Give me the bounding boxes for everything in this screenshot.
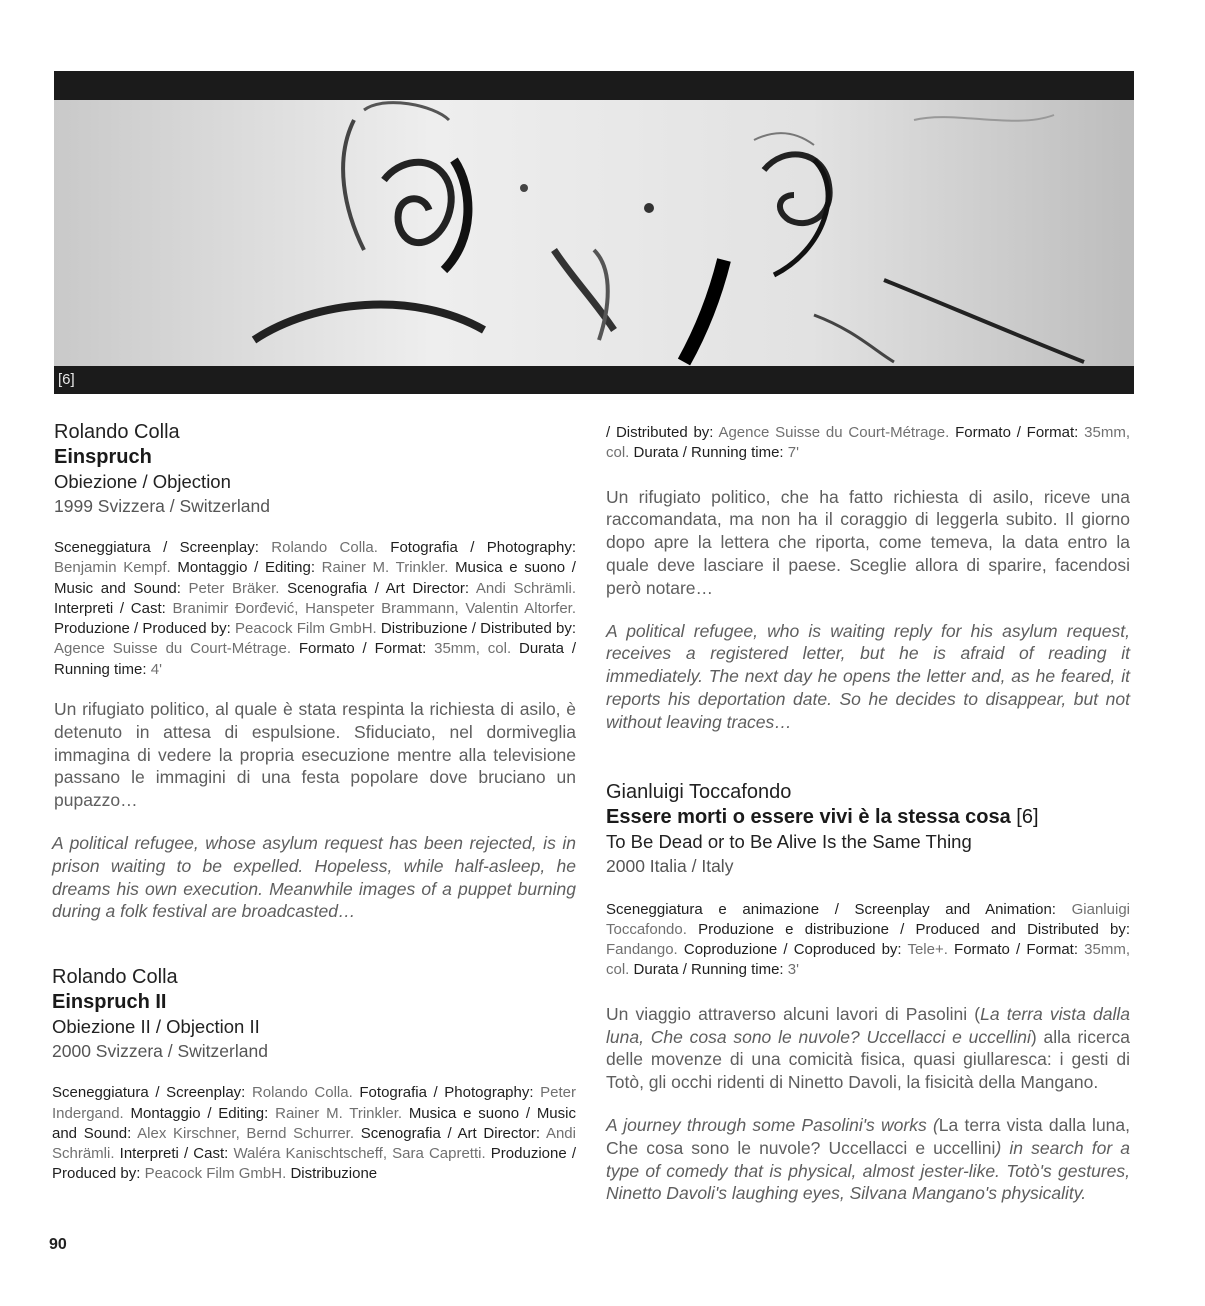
credit-label: Montaggio / Editing: [177,559,315,577]
credits-block [606,900,1130,981]
credit-value: 35mm, col. [434,640,512,658]
year-country: 1999 Svizzera / Switzerland [54,496,270,516]
film-title-original: Einspruch [54,446,152,468]
film-entry-essere-morti [606,780,1130,1206]
director-name: Gianluigi Toccafondo [606,780,792,803]
credit-value: 7' [787,444,799,462]
director-name: Rolando Colla [52,966,178,989]
synopsis-english: A political refugee, who is waiting reply for his asylum request, receives a registered letter, but he is afraid of reading it immediately. The next day he opens the letter and, as he feared, it reports his deportation date. So he decides to disappear, but not without leaving traces… [606,620,1130,732]
credits-block [52,1083,576,1184]
credit-label: Durata / Running time: [633,444,784,462]
credit-value: Peter Indergand. [52,1084,577,1122]
credit-label: Formato / Format: [298,640,427,658]
year-country: 2000 Svizzera / Switzerland [52,1041,268,1062]
left-column [52,420,576,1185]
credit-value: Andi Schrämli. [52,1124,576,1163]
figure-reference: [6] [1016,805,1039,828]
credit-value: Tele+. [907,941,948,959]
film-titles-roman: La terra vista dalla luna, Che cosa sono le nuvole? Uccellacci e uccellini [606,1114,1131,1158]
credit-label: Fotografia / Photography: [390,539,576,556]
credit-label: Formato / Format: [954,941,1079,959]
credit-label: Produzione / Produced by: [54,620,231,638]
credit-value: Rainer M. Trinkler. [275,1104,403,1122]
credit-label: Interpreti / Cast: [54,599,166,617]
credit-value: Rolando Colla. [271,539,378,556]
synopsis-text: Un viaggio attraverso alcuni lavori di Pasolini ( [606,1003,981,1024]
film-title-translated: Obiezione II / Objection II [52,1016,260,1038]
credit-label: Sceneggiatura / Screenplay: [52,1084,246,1102]
credit-label: Fotografia / Photography: [359,1084,534,1102]
credit-value: Branimir Đorđević, Hanspeter Brammann, Valentin Altorfer. [172,599,576,617]
credit-value: Peter Bräker. [188,579,280,597]
credit-label: Musica e suono / Music and Sound: [52,1104,576,1142]
sketch-face-illustration [54,100,1134,366]
credit-value: 3' [787,961,799,979]
synopsis-text: A journey through some Pasolini's works ( [606,1114,939,1135]
film-entry-einspruch-ii [52,965,576,1184]
credit-value: Agence Suisse du Court-Métrage. [54,640,291,658]
synopsis-english [606,1114,1130,1205]
right-column [606,423,1130,1205]
credit-label: Sceneggiatura / Screenplay: [54,539,259,556]
credit-label: Musica e suono / Music and Sound: [54,559,576,597]
film-title-translated: Obiezione / Objection [54,471,231,492]
credit-value: Peacock Film GmbH. [144,1165,287,1183]
film-entry-einspruch-ii-continued [606,423,1130,734]
credit-label: Scenografia / Art Director: [287,579,470,597]
synopsis-italian: Un rifugiato politico, che ha fatto richiesta di asilo, riceve una raccomandata, ma non ha il coraggio di leggerla subito. Il giorno dopo apre la lettera che riporta, come temeva, la data entro la quale deve lasciare il paese. Sceglie allora di sparire, facendosi però notare… [606,486,1130,598]
credit-value: Rolando Colla. [251,1084,353,1102]
film-title-original [606,805,1130,830]
credit-value: Fandango. [606,941,678,959]
credit-value: Waléra Kanischtscheff, Sara Capretti. [233,1145,486,1163]
credit-label: / Distributed by: [606,424,714,441]
credit-value: Alex Kirschner, Bernd Schurrer. [137,1124,355,1142]
credit-value: Rainer M. Trinkler. [321,559,449,577]
film-titles-italic: La terra vista dalla luna, Che cosa sono le nuvole? Uccellacci e uccellini [606,1003,1130,1047]
credit-label: Montaggio / Editing: [130,1104,269,1122]
film-still-image [54,100,1134,366]
synopsis-text: ) alla ricerca delle movenze di una comicità fisica, quasi giullaresca: i gesti di Totò, gli occhi ridenti di Ninetto Davoli, la fisicità della Mangano. [606,1026,1130,1093]
credit-label: Formato / Format: [955,424,1079,441]
director-name: Rolando Colla [54,421,180,443]
synopsis-text: ) in search for a type of comedy that is physical, almost jester-like. Totò's gestures, Ninetto Davoli's laughing eyes, Silvana Mangano's physicality. [606,1137,1130,1204]
credit-label: Distribuzione / Distributed by: [380,620,577,638]
year-country: 2000 Italia / Italy [606,855,734,876]
credit-value: 35mm, col. [606,941,1130,979]
credit-value: Agence Suisse du Court-Métrage. [718,424,950,441]
credit-label: Produzione e distribuzione / Produced and Distributed by: [698,920,1130,938]
credit-label: Interpreti / Cast: [119,1145,229,1163]
credit-label: Durata / Running time: [633,961,784,979]
credit-label: Coproduzione / Coproduced by: [683,941,902,959]
credit-label: Sceneggiatura e animazione / Screenplay and Animation: [606,900,1056,918]
credit-label: Durata / Running time: [54,640,577,678]
credit-value: Peacock Film GmbH. [235,620,377,638]
credit-label: Scenografia / Art Director: [360,1124,541,1142]
credits-block-continued [606,423,1130,464]
figure-label: [6] [58,371,75,388]
film-title-translated: To Be Dead or to Be Alive Is the Same Thing [606,830,972,852]
page-number: 90 [49,1236,67,1253]
film-title-text: Essere morti o essere vivi è la stessa cosa [606,805,1011,828]
credits-block [52,538,576,680]
credit-value: 35mm, col. [606,424,1130,462]
credit-value: Andi Schrämli. [475,579,576,597]
synopsis-italian [606,1003,1130,1094]
credit-value: 4' [150,660,162,678]
credit-label: Distribuzione [290,1165,378,1183]
film-still-banner [54,71,1134,394]
film-entry-einspruch [52,420,576,923]
film-title-original: Einspruch II [52,991,167,1014]
credit-value: Gianluigi Toccafondo. [606,900,1130,938]
credit-label: Produzione / Produced by: [52,1145,576,1183]
synopsis-english: A political refugee, whose asylum request has been rejected, is in prison waiting to be expelled. Hopeless, while half-asleep, he dreams his own execution. Meanwhile images of a puppet burning during a folk festival are broadcasted… [52,833,576,922]
synopsis-italian: Un rifugiato politico, al quale è stata respinta la richiesta di asilo, è detenuto in attesa di espulsione. Sfiduciato, nel dormiveglia immagina di vedere la propria esecuzione mentre alla televisione passano le immagini di una festa popolare dove bruciano un pupazzo… [54,699,576,811]
credit-value: Benjamin Kempf. [54,559,171,577]
